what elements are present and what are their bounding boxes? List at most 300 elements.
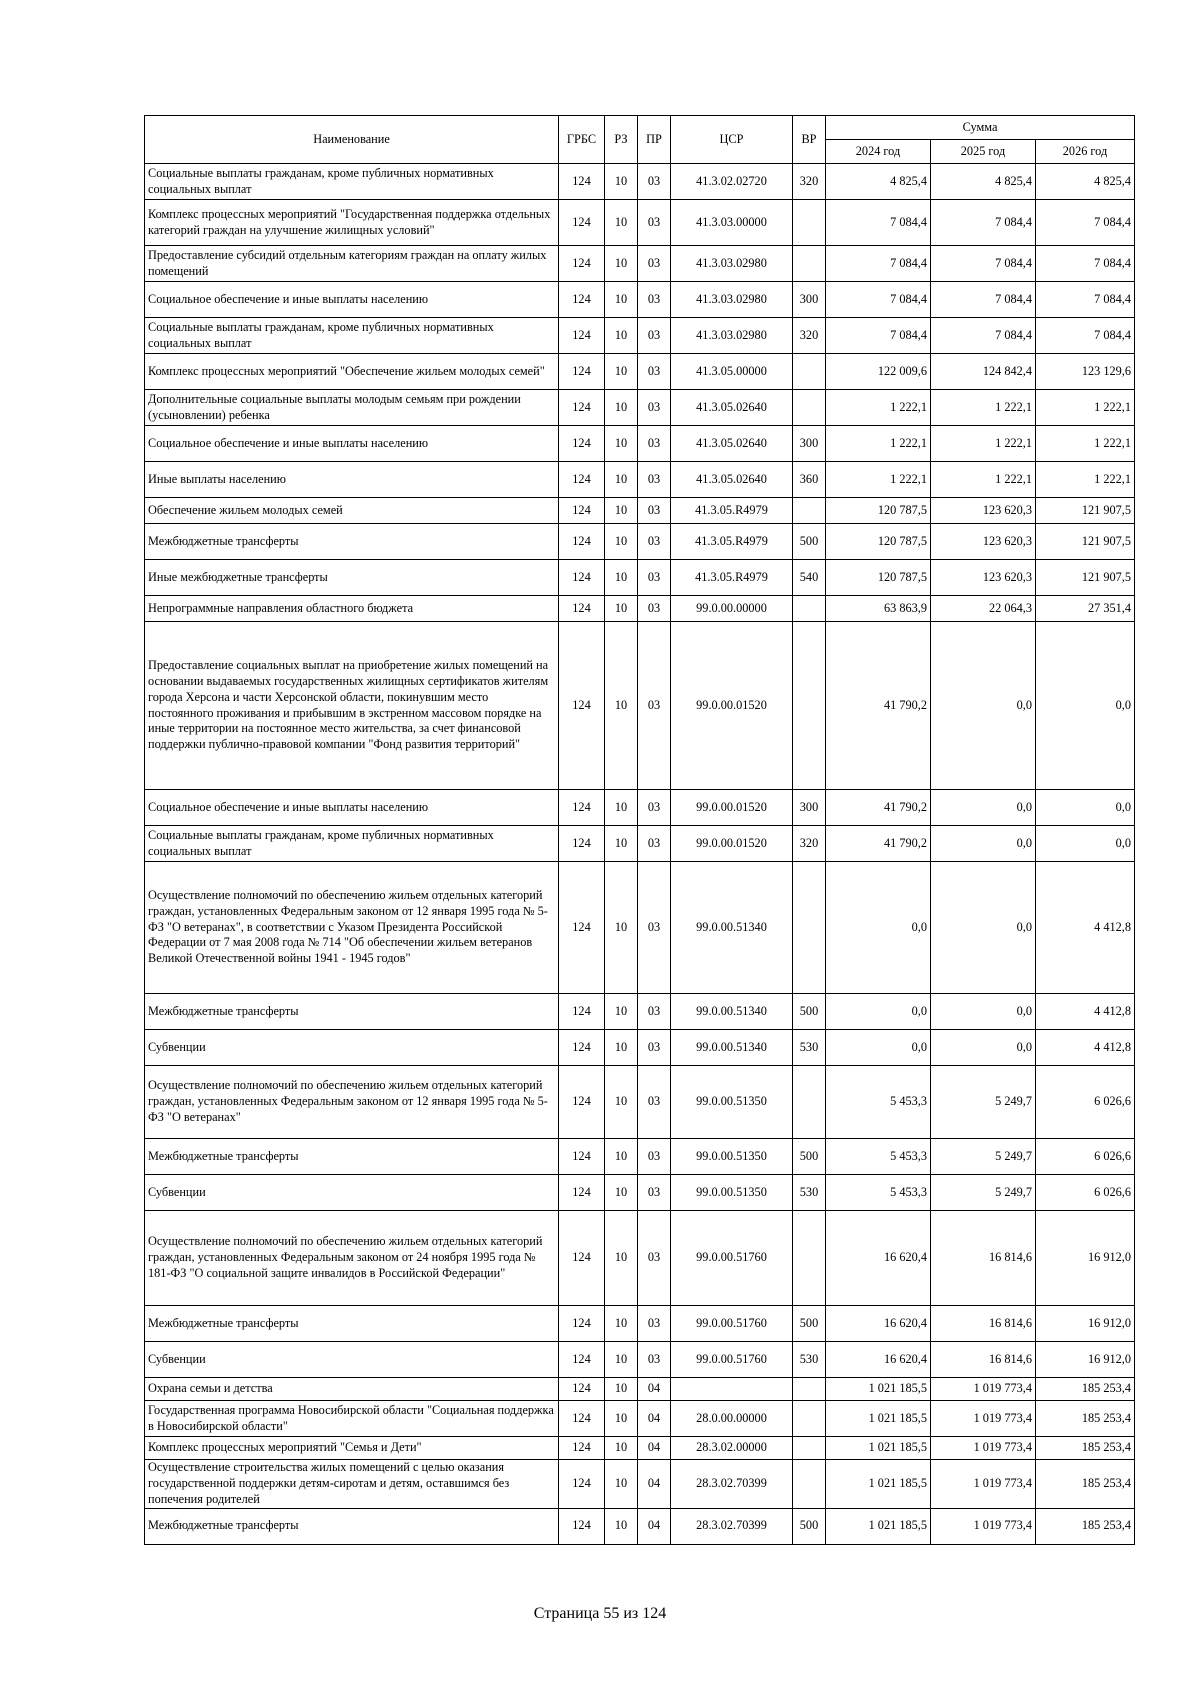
row-pr: 03 — [638, 1306, 671, 1342]
row-csr — [671, 1378, 793, 1401]
row-grbs: 124 — [559, 1175, 605, 1211]
row-sum-2024: 63 863,9 — [826, 596, 931, 622]
row-sum-2025: 22 064,3 — [931, 596, 1036, 622]
row-name: Социальные выплаты гражданам, кроме публичных нормативных социальных выплат — [145, 164, 559, 200]
row-sum-2024: 7 084,4 — [826, 282, 931, 318]
row-rz: 10 — [605, 426, 638, 462]
row-sum-2026: 16 912,0 — [1036, 1342, 1135, 1378]
row-vr — [793, 1211, 826, 1306]
row-rz: 10 — [605, 596, 638, 622]
row-rz: 10 — [605, 246, 638, 282]
table-row — [145, 1401, 1135, 1437]
header-grbs: ГРБС — [559, 116, 605, 164]
row-vr: 360 — [793, 462, 826, 498]
row-csr: 99.0.00.51350 — [671, 1066, 793, 1139]
row-grbs: 124 — [559, 622, 605, 790]
row-rz: 10 — [605, 354, 638, 390]
row-pr: 03 — [638, 498, 671, 524]
row-sum-2024: 16 620,4 — [826, 1342, 931, 1378]
row-name: Предоставление субсидий отдельным категориям граждан на оплату жилых помещений — [145, 246, 559, 282]
table-row — [145, 1030, 1135, 1066]
row-pr: 03 — [638, 596, 671, 622]
row-sum-2025: 1 019 773,4 — [931, 1437, 1036, 1460]
row-name: Межбюджетные трансферты — [145, 524, 559, 560]
row-grbs: 124 — [559, 164, 605, 200]
table-row — [145, 426, 1135, 462]
row-sum-2024: 1 222,1 — [826, 462, 931, 498]
row-sum-2025: 1 222,1 — [931, 426, 1036, 462]
row-vr: 320 — [793, 318, 826, 354]
row-rz: 10 — [605, 524, 638, 560]
row-name: Государственная программа Новосибирской области "Социальная поддержка в Новосибирской области" — [145, 1401, 559, 1437]
row-sum-2026: 7 084,4 — [1036, 282, 1135, 318]
row-sum-2025: 1 019 773,4 — [931, 1508, 1036, 1544]
row-vr — [793, 596, 826, 622]
row-pr: 03 — [638, 1139, 671, 1175]
row-sum-2025: 123 620,3 — [931, 560, 1036, 596]
table-row — [145, 164, 1135, 200]
row-name: Осуществление полномочий по обеспечению жильем отдельных категорий граждан, установленных Федеральным законом от 12 января 1995 года № 5-ФЗ "О ветеранах" — [145, 1066, 559, 1139]
row-vr — [793, 1378, 826, 1401]
row-sum-2024: 41 790,2 — [826, 622, 931, 790]
row-sum-2024: 122 009,6 — [826, 354, 931, 390]
row-sum-2024: 1 021 185,5 — [826, 1401, 931, 1437]
row-rz: 10 — [605, 994, 638, 1030]
row-pr: 03 — [638, 994, 671, 1030]
row-name: Комплекс процессных мероприятий "Семья и Дети" — [145, 1437, 559, 1460]
row-name: Осуществление полномочий по обеспечению жильем отдельных категорий граждан, установленных Федеральным законом от 12 января 1995 года № 5-ФЗ "О ветеранах", в соответствии с Указом Президента Российской Федерации от 7 мая 2008 года № 714 "Об обеспечении жильем ветеранов Великой Отечественной войны 1941 - 1945 годов" — [145, 862, 559, 994]
row-csr: 99.0.00.01520 — [671, 790, 793, 826]
row-sum-2024: 1 222,1 — [826, 426, 931, 462]
row-sum-2024: 41 790,2 — [826, 790, 931, 826]
row-rz: 10 — [605, 1306, 638, 1342]
header-pr: ПР — [638, 116, 671, 164]
row-sum-2026: 4 412,8 — [1036, 994, 1135, 1030]
row-sum-2026: 121 907,5 — [1036, 524, 1135, 560]
row-grbs: 124 — [559, 994, 605, 1030]
row-sum-2024: 1 021 185,5 — [826, 1508, 931, 1544]
row-grbs: 124 — [559, 246, 605, 282]
table-row — [145, 318, 1135, 354]
row-name: Межбюджетные трансферты — [145, 1306, 559, 1342]
row-rz: 10 — [605, 498, 638, 524]
row-vr: 500 — [793, 994, 826, 1030]
row-name: Комплекс процессных мероприятий "Государственная поддержка отдельных категорий граждан на улучшение жилищных условий" — [145, 200, 559, 246]
table-body — [145, 164, 1135, 1545]
row-name: Дополнительные социальные выплаты молодым семьям при рождении (усыновлении) ребенка — [145, 390, 559, 426]
row-grbs: 124 — [559, 318, 605, 354]
row-csr: 28.3.02.70399 — [671, 1508, 793, 1544]
row-vr: 530 — [793, 1342, 826, 1378]
row-csr: 41.3.05.02640 — [671, 426, 793, 462]
row-rz: 10 — [605, 1508, 638, 1544]
table-row — [145, 826, 1135, 862]
row-name: Субвенции — [145, 1342, 559, 1378]
row-sum-2024: 0,0 — [826, 1030, 931, 1066]
row-sum-2025: 0,0 — [931, 790, 1036, 826]
row-sum-2025: 0,0 — [931, 1030, 1036, 1066]
row-sum-2026: 6 026,6 — [1036, 1175, 1135, 1211]
row-name: Осуществление полномочий по обеспечению жильем отдельных категорий граждан, установленных Федеральным законом от 24 ноября 1995 года № 181-ФЗ "О социальной защите инвалидов в Российской Федерации" — [145, 1211, 559, 1306]
row-grbs: 124 — [559, 354, 605, 390]
row-pr: 03 — [638, 790, 671, 826]
row-name: Межбюджетные трансферты — [145, 994, 559, 1030]
row-sum-2024: 5 453,3 — [826, 1175, 931, 1211]
row-sum-2025: 0,0 — [931, 826, 1036, 862]
row-vr — [793, 200, 826, 246]
row-sum-2026: 7 084,4 — [1036, 318, 1135, 354]
row-grbs: 124 — [559, 390, 605, 426]
row-csr: 41.3.05.R4979 — [671, 498, 793, 524]
page-number: Страница 55 из 124 — [533, 1605, 667, 1622]
table-row — [145, 246, 1135, 282]
row-vr: 300 — [793, 790, 826, 826]
table-row — [145, 1066, 1135, 1139]
row-name: Социальные выплаты гражданам, кроме публичных нормативных социальных выплат — [145, 826, 559, 862]
row-grbs: 124 — [559, 498, 605, 524]
row-csr: 99.0.00.51760 — [671, 1306, 793, 1342]
table-row — [145, 524, 1135, 560]
row-name: Иные выплаты населению — [145, 462, 559, 498]
row-rz: 10 — [605, 164, 638, 200]
table-row — [145, 790, 1135, 826]
row-grbs: 124 — [559, 1306, 605, 1342]
row-csr: 41.3.05.00000 — [671, 354, 793, 390]
row-rz: 10 — [605, 560, 638, 596]
row-csr: 99.0.00.51340 — [671, 862, 793, 994]
table-row — [145, 1175, 1135, 1211]
row-rz: 10 — [605, 282, 638, 318]
row-sum-2025: 1 222,1 — [931, 462, 1036, 498]
row-sum-2026: 123 129,6 — [1036, 354, 1135, 390]
row-sum-2025: 1 019 773,4 — [931, 1460, 1036, 1509]
row-csr: 41.3.03.00000 — [671, 200, 793, 246]
row-sum-2024: 7 084,4 — [826, 318, 931, 354]
table-row — [145, 354, 1135, 390]
row-sum-2025: 123 620,3 — [931, 524, 1036, 560]
row-pr: 03 — [638, 1030, 671, 1066]
row-sum-2026: 6 026,6 — [1036, 1066, 1135, 1139]
row-csr: 28.0.00.00000 — [671, 1401, 793, 1437]
row-sum-2024: 1 021 185,5 — [826, 1460, 931, 1509]
table-row — [145, 462, 1135, 498]
row-grbs: 124 — [559, 826, 605, 862]
row-grbs: 124 — [559, 1378, 605, 1401]
row-vr: 320 — [793, 826, 826, 862]
row-sum-2026: 16 912,0 — [1036, 1211, 1135, 1306]
row-rz: 10 — [605, 1342, 638, 1378]
row-vr — [793, 1460, 826, 1509]
row-sum-2026: 1 222,1 — [1036, 390, 1135, 426]
row-pr: 04 — [638, 1437, 671, 1460]
row-sum-2024: 16 620,4 — [826, 1306, 931, 1342]
row-name: Социальное обеспечение и иные выплаты населению — [145, 426, 559, 462]
row-rz: 10 — [605, 1378, 638, 1401]
row-sum-2024: 0,0 — [826, 862, 931, 994]
row-sum-2026: 6 026,6 — [1036, 1139, 1135, 1175]
row-pr: 04 — [638, 1460, 671, 1509]
row-name: Иные межбюджетные трансферты — [145, 560, 559, 596]
row-name: Социальное обеспечение и иные выплаты населению — [145, 790, 559, 826]
row-pr: 03 — [638, 524, 671, 560]
row-pr: 03 — [638, 862, 671, 994]
row-vr — [793, 498, 826, 524]
table-row — [145, 1139, 1135, 1175]
header-year-2025: 2025 год — [931, 140, 1036, 164]
row-sum-2025: 1 019 773,4 — [931, 1378, 1036, 1401]
table-row — [145, 1437, 1135, 1460]
row-name: Субвенции — [145, 1030, 559, 1066]
row-sum-2026: 185 253,4 — [1036, 1401, 1135, 1437]
row-sum-2026: 185 253,4 — [1036, 1437, 1135, 1460]
row-pr: 04 — [638, 1508, 671, 1544]
header-csr: ЦСР — [671, 116, 793, 164]
row-grbs: 124 — [559, 1030, 605, 1066]
row-sum-2024: 7 084,4 — [826, 200, 931, 246]
row-vr: 530 — [793, 1175, 826, 1211]
row-rz: 10 — [605, 1139, 638, 1175]
row-pr: 03 — [638, 318, 671, 354]
row-pr: 03 — [638, 246, 671, 282]
row-sum-2024: 4 825,4 — [826, 164, 931, 200]
row-sum-2024: 41 790,2 — [826, 826, 931, 862]
row-name: Социальные выплаты гражданам, кроме публичных нормативных социальных выплат — [145, 318, 559, 354]
row-rz: 10 — [605, 1401, 638, 1437]
row-vr: 500 — [793, 1508, 826, 1544]
row-name: Социальное обеспечение и иные выплаты населению — [145, 282, 559, 318]
row-rz: 10 — [605, 1460, 638, 1509]
row-vr: 500 — [793, 1306, 826, 1342]
row-vr: 300 — [793, 282, 826, 318]
row-sum-2024: 120 787,5 — [826, 560, 931, 596]
row-name: Осуществление строительства жилых помещений с целью оказания государственной поддержки детям-сиротам и детям, оставшимся без попечения родителей — [145, 1460, 559, 1509]
row-pr: 03 — [638, 426, 671, 462]
row-sum-2026: 16 912,0 — [1036, 1306, 1135, 1342]
row-grbs: 124 — [559, 560, 605, 596]
row-rz: 10 — [605, 1030, 638, 1066]
header-vr: ВР — [793, 116, 826, 164]
row-sum-2024: 16 620,4 — [826, 1211, 931, 1306]
row-sum-2024: 1 021 185,5 — [826, 1378, 931, 1401]
row-sum-2026: 0,0 — [1036, 622, 1135, 790]
row-sum-2026: 7 084,4 — [1036, 200, 1135, 246]
row-pr: 03 — [638, 200, 671, 246]
row-vr: 530 — [793, 1030, 826, 1066]
table-row — [145, 1342, 1135, 1378]
row-name: Комплекс процессных мероприятий "Обеспечение жильем молодых семей" — [145, 354, 559, 390]
row-sum-2025: 5 249,7 — [931, 1066, 1036, 1139]
row-grbs: 124 — [559, 790, 605, 826]
header-name: Наименование — [145, 116, 559, 164]
table-row — [145, 200, 1135, 246]
row-name: Обеспечение жильем молодых семей — [145, 498, 559, 524]
row-sum-2026: 4 412,8 — [1036, 1030, 1135, 1066]
row-sum-2025: 1 019 773,4 — [931, 1401, 1036, 1437]
row-pr: 03 — [638, 462, 671, 498]
row-vr — [793, 246, 826, 282]
row-csr: 41.3.05.02640 — [671, 390, 793, 426]
row-sum-2025: 16 814,6 — [931, 1342, 1036, 1378]
row-csr: 99.0.00.01520 — [671, 826, 793, 862]
row-rz: 10 — [605, 790, 638, 826]
row-csr: 99.0.00.51760 — [671, 1211, 793, 1306]
row-sum-2024: 1 021 185,5 — [826, 1437, 931, 1460]
row-vr: 500 — [793, 1139, 826, 1175]
table-row — [145, 1306, 1135, 1342]
row-vr: 500 — [793, 524, 826, 560]
row-sum-2026: 121 907,5 — [1036, 560, 1135, 596]
row-csr: 28.3.02.00000 — [671, 1437, 793, 1460]
row-vr — [793, 1066, 826, 1139]
row-pr: 03 — [638, 826, 671, 862]
budget-table — [144, 115, 1135, 1545]
row-rz: 10 — [605, 390, 638, 426]
table-row — [145, 498, 1135, 524]
row-csr: 99.0.00.00000 — [671, 596, 793, 622]
row-csr: 41.3.03.02980 — [671, 246, 793, 282]
row-name: Субвенции — [145, 1175, 559, 1211]
row-sum-2024: 5 453,3 — [826, 1139, 931, 1175]
row-rz: 10 — [605, 1066, 638, 1139]
row-sum-2025: 124 842,4 — [931, 354, 1036, 390]
row-rz: 10 — [605, 862, 638, 994]
row-sum-2026: 0,0 — [1036, 826, 1135, 862]
row-pr: 03 — [638, 560, 671, 596]
row-rz: 10 — [605, 200, 638, 246]
row-rz: 10 — [605, 1175, 638, 1211]
row-vr: 300 — [793, 426, 826, 462]
row-csr: 41.3.05.02640 — [671, 462, 793, 498]
row-name: Предоставление социальных выплат на приобретение жилых помещений на основании выдаваемых государственных жилищных сертификатов жителям города Херсона и части Херсонской области, покинувшим место постоянного проживания и прибывшим в экстренном массовом порядке на иные территории на постоянное место жительства, за счет финансовой поддержки публично-правовой компании "Фонд развития территорий" — [145, 622, 559, 790]
row-sum-2025: 7 084,4 — [931, 282, 1036, 318]
row-csr: 41.3.05.R4979 — [671, 524, 793, 560]
row-csr: 99.0.00.51350 — [671, 1139, 793, 1175]
row-csr: 99.0.00.51760 — [671, 1342, 793, 1378]
table-row — [145, 282, 1135, 318]
row-rz: 10 — [605, 826, 638, 862]
row-sum-2024: 120 787,5 — [826, 524, 931, 560]
row-csr: 99.0.00.51350 — [671, 1175, 793, 1211]
row-sum-2025: 16 814,6 — [931, 1306, 1036, 1342]
row-sum-2025: 0,0 — [931, 862, 1036, 994]
row-csr: 28.3.02.70399 — [671, 1460, 793, 1509]
row-sum-2026: 185 253,4 — [1036, 1378, 1135, 1401]
row-sum-2025: 0,0 — [931, 622, 1036, 790]
row-grbs: 124 — [559, 862, 605, 994]
row-vr — [793, 622, 826, 790]
row-vr — [793, 354, 826, 390]
table-row — [145, 622, 1135, 790]
row-pr: 03 — [638, 390, 671, 426]
row-pr: 03 — [638, 1175, 671, 1211]
row-vr: 540 — [793, 560, 826, 596]
row-vr — [793, 390, 826, 426]
row-pr: 03 — [638, 622, 671, 790]
table-row — [145, 1460, 1135, 1509]
row-csr: 41.3.05.R4979 — [671, 560, 793, 596]
row-sum-2024: 0,0 — [826, 994, 931, 1030]
row-grbs: 124 — [559, 1342, 605, 1378]
row-grbs: 124 — [559, 1401, 605, 1437]
row-pr: 03 — [638, 1211, 671, 1306]
row-sum-2026: 1 222,1 — [1036, 462, 1135, 498]
row-sum-2025: 16 814,6 — [931, 1211, 1036, 1306]
row-sum-2025: 7 084,4 — [931, 318, 1036, 354]
row-sum-2026: 4 412,8 — [1036, 862, 1135, 994]
row-pr: 04 — [638, 1378, 671, 1401]
table-row — [145, 390, 1135, 426]
row-sum-2024: 7 084,4 — [826, 246, 931, 282]
row-csr: 99.0.00.51340 — [671, 994, 793, 1030]
row-vr — [793, 1437, 826, 1460]
row-vr — [793, 1401, 826, 1437]
table-row — [145, 560, 1135, 596]
row-grbs: 124 — [559, 282, 605, 318]
row-grbs: 124 — [559, 1066, 605, 1139]
row-sum-2025: 5 249,7 — [931, 1139, 1036, 1175]
table-row — [145, 1211, 1135, 1306]
row-rz: 10 — [605, 1437, 638, 1460]
row-name: Межбюджетные трансферты — [145, 1508, 559, 1544]
row-rz: 10 — [605, 318, 638, 354]
row-pr: 03 — [638, 164, 671, 200]
table-row — [145, 1378, 1135, 1401]
row-sum-2026: 4 825,4 — [1036, 164, 1135, 200]
row-vr: 320 — [793, 164, 826, 200]
row-sum-2025: 1 222,1 — [931, 390, 1036, 426]
row-vr — [793, 862, 826, 994]
row-sum-2026: 1 222,1 — [1036, 426, 1135, 462]
row-grbs: 124 — [559, 426, 605, 462]
row-sum-2026: 7 084,4 — [1036, 246, 1135, 282]
row-csr: 99.0.00.01520 — [671, 622, 793, 790]
table-row — [145, 862, 1135, 994]
row-csr: 41.3.02.02720 — [671, 164, 793, 200]
table-row — [145, 1508, 1135, 1544]
row-grbs: 124 — [559, 1139, 605, 1175]
row-grbs: 124 — [559, 524, 605, 560]
row-csr: 99.0.00.51340 — [671, 1030, 793, 1066]
row-sum-2025: 7 084,4 — [931, 246, 1036, 282]
row-name: Непрограммные направления областного бюджета — [145, 596, 559, 622]
row-csr: 41.3.03.02980 — [671, 318, 793, 354]
header-rz: РЗ — [605, 116, 638, 164]
row-grbs: 124 — [559, 1211, 605, 1306]
row-sum-2025: 4 825,4 — [931, 164, 1036, 200]
table-row — [145, 994, 1135, 1030]
row-grbs: 124 — [559, 1508, 605, 1544]
row-name: Охрана семьи и детства — [145, 1378, 559, 1401]
row-pr: 03 — [638, 282, 671, 318]
row-grbs: 124 — [559, 462, 605, 498]
header-year-2026: 2026 год — [1036, 140, 1135, 164]
row-rz: 10 — [605, 622, 638, 790]
table-row — [145, 596, 1135, 622]
row-grbs: 124 — [559, 1460, 605, 1509]
row-grbs: 124 — [559, 596, 605, 622]
row-sum-2026: 27 351,4 — [1036, 596, 1135, 622]
row-sum-2024: 1 222,1 — [826, 390, 931, 426]
row-csr: 41.3.03.02980 — [671, 282, 793, 318]
row-sum-2025: 7 084,4 — [931, 200, 1036, 246]
row-grbs: 124 — [559, 1437, 605, 1460]
row-name: Межбюджетные трансферты — [145, 1139, 559, 1175]
row-sum-2025: 5 249,7 — [931, 1175, 1036, 1211]
row-sum-2026: 121 907,5 — [1036, 498, 1135, 524]
row-rz: 10 — [605, 1211, 638, 1306]
row-rz: 10 — [605, 462, 638, 498]
row-sum-2026: 185 253,4 — [1036, 1508, 1135, 1544]
